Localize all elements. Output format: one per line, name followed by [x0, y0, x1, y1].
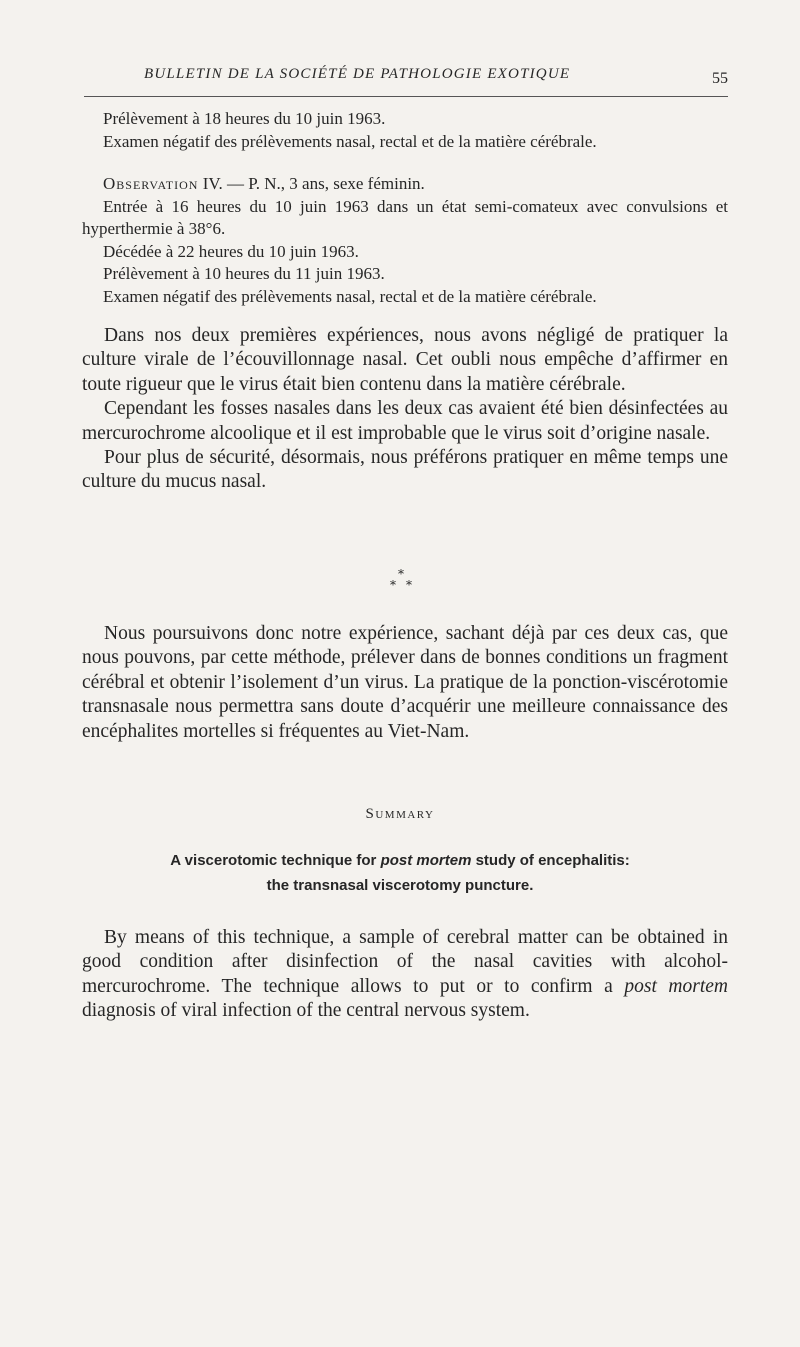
observation-label: Observation: [103, 174, 199, 193]
discussion: [82, 324, 728, 495]
summary-italic: post mortem: [624, 975, 728, 997]
sample-line: Prélèvement à 10 heures du 11 juin 1963.: [103, 264, 385, 283]
page-number: 55: [712, 70, 728, 87]
exam-line: Examen négatif des prélèvements nasal, rectal et de la matière cérébrale.: [103, 286, 597, 306]
death-line: Décédée à 22 heures du 10 juin 1963.: [103, 241, 359, 261]
paragraph-4: Nous poursuivons donc notre expérience, sachant déjà par ces deux cas, que nous pouvons, par cette méthode, prélever dans de bonnes conditions un fragment cérébral et obtenir l’isolement d’un virus. La pratique de la ponction-viscérotomie transnasale nous permettra sans doute d’acquérir une meilleure connaissance des encéphalites mortelles si fréquentes au Viet-Nam.: [82, 623, 728, 742]
observation-4: [82, 173, 728, 308]
paragraph-2: Cependant les fosses nasales dans les deux cas avaient été bien désinfectées au mercurochrome alcoolique et il est improbable que le virus soit d’origine nasale.: [82, 398, 728, 444]
separator-star: *: [390, 578, 396, 592]
conclusion: [82, 622, 728, 744]
paragraph-3: Pour plus de sécurité, désormais, nous préférons pratiquer en même temps une culture du mucus nasal.: [82, 447, 728, 493]
subtitle-text: study of encephalitis:: [471, 852, 630, 869]
summary-text: By means of this technique, a sample of cerebral matter can be obtained in good condition after disinfection of the nasal cavities with alcohol-mercurochrome. The technique allows to put or to confirm a: [82, 927, 728, 997]
subtitle-italic: post mortem: [380, 852, 472, 869]
entry-line: Entrée à 16 heures du 10 juin 1963 dans un état semi-comateux avec convulsions et hyperthermie à 38°6.: [82, 196, 728, 238]
subtitle-text: A viscerotomic technique for: [170, 852, 381, 869]
section-separator: [382, 566, 422, 592]
separator-star: *: [398, 567, 404, 581]
journal-title: BULLETIN DE LA SOCIÉTÉ DE PATHOLOGIE EXOTIQUE: [144, 66, 571, 82]
summary-body: [82, 926, 728, 1024]
summary-subtitle-line-2: the transnasal viscerotomy puncture.: [266, 877, 534, 894]
exam-line: Examen négatif des prélèvements nasal, rectal et de la matière cérébrale.: [103, 131, 597, 151]
observation-heading-rest: IV. — P. N., 3 ans, sexe féminin.: [198, 174, 425, 193]
summary-heading: Summary: [365, 806, 435, 822]
paragraph-1: Dans nos deux premières expériences, nous avons négligé de pratiquer la culture virale de l’écouvillonnage nasal. Cet oubli nous empêche d’affirmer en toute rigueur que le virus était bien contenu dans la matière cérébrale.: [82, 325, 728, 395]
sample-line: Prélèvement à 18 heures du 10 juin 1963.: [103, 109, 386, 128]
separator-star: *: [406, 578, 412, 592]
summary-text: diagnosis of viral infection of the central nervous system.: [82, 1000, 530, 1022]
observation-3-tail: [82, 108, 728, 153]
summary-paragraph: [82, 926, 728, 1024]
running-header: [84, 60, 728, 97]
observation-heading: [82, 173, 728, 196]
summary-subtitle-line-1: [0, 852, 800, 869]
